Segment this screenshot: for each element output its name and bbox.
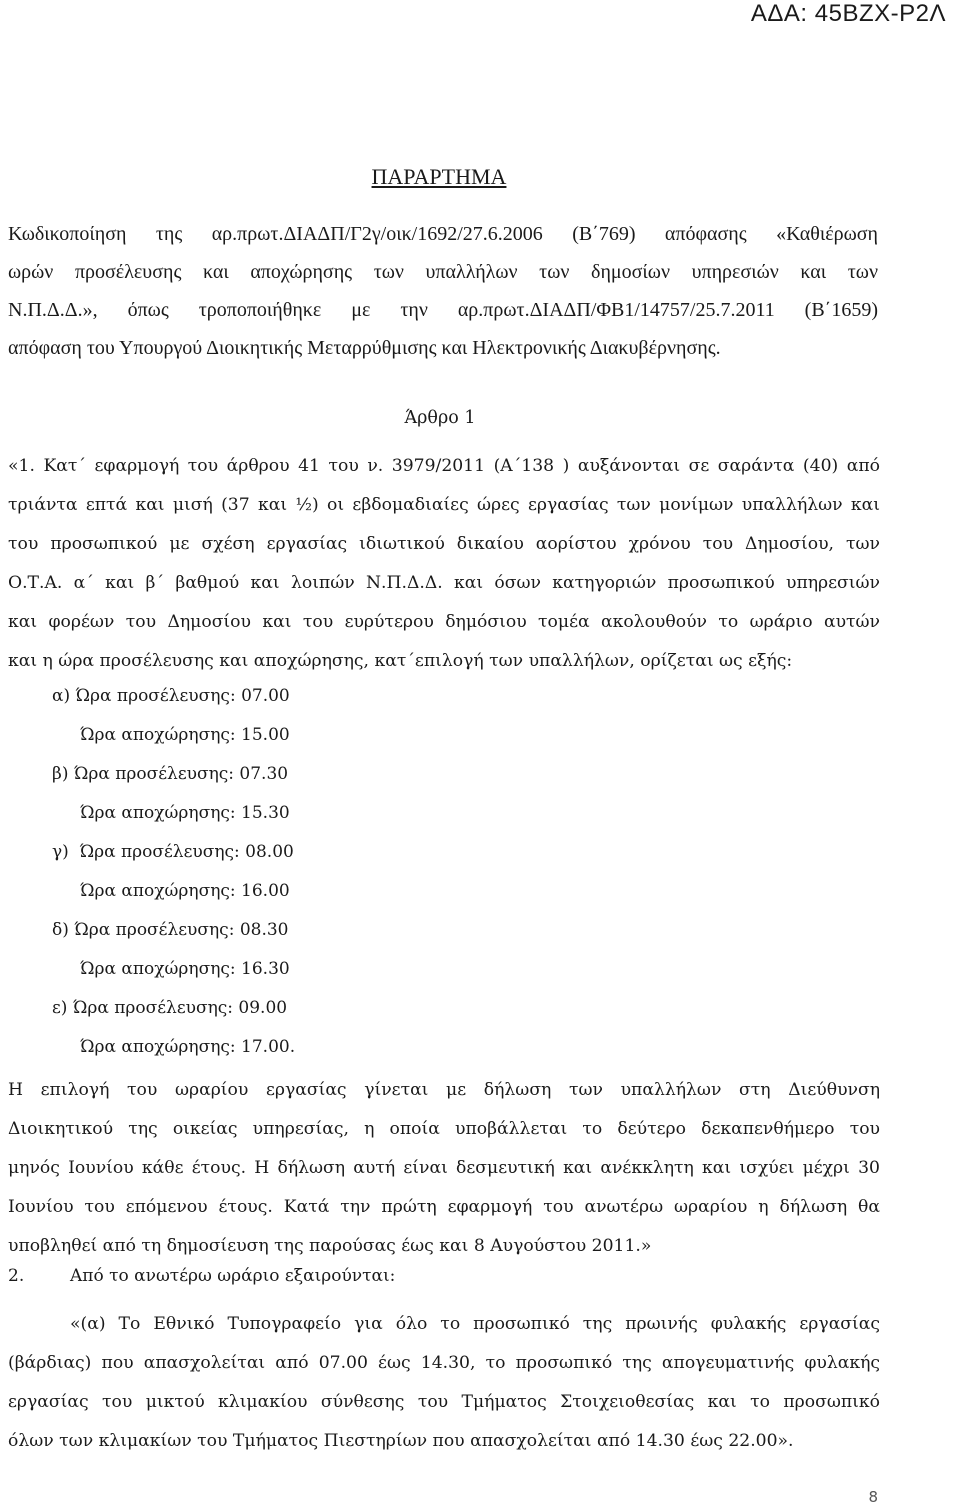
text-line: όλων των κλιμακίων του Τμήματος Πιεστηρίων που απασχολείται από 14.30 έως 22.00». <box>8 1431 794 1451</box>
text-line: Η επιλογή του ωραρίου εργασίας γίνεται με δήλωση των υπαλλήλων στη Διεύθυνση <box>8 1080 880 1100</box>
option-label: ε) <box>52 998 68 1018</box>
arrival-time: Ώρα προσέλευσης: 09.00 <box>72 998 288 1018</box>
text-line: υποβληθεί από τη δημοσίευση της παρούσας έως και 8 Αυγούστου 2011.» <box>8 1236 652 1256</box>
text-line: τριάντα επτά και μισή (37 και ½) οι εβδομαδιαίες ώρες εργασίας των μονίμων υπαλλήλων και <box>8 495 880 515</box>
text-line: εργασίας του μικτού κλιμακίου σύνθεσης του Τμήματος Στοιχειοθεσίας και το προσωπικό <box>8 1392 880 1412</box>
text-line: μηνός Ιουνίου κάθε έτους. Η δήλωση αυτή είναι δεσμευτική και ανέκκλητη και ισχύει μέχρι 30 <box>8 1158 880 1178</box>
schedule-option-arrival <box>52 764 288 784</box>
ada-code: ΑΔΑ: 45ΒΖΧ-Ρ2Λ <box>750 0 946 27</box>
schedule-option-departure: Ώρα αποχώρησης: 15.00 <box>80 725 290 745</box>
codification-intro <box>8 215 878 367</box>
intro-line: Ν.Π.Δ.Δ.», όπως τροποποιήθηκε με την αρ.πρωτ.ΔΙΑΔΠ/ΦΒ1/14757/25.7.2011 (Β΄1659) <box>8 299 878 321</box>
text-line: Διοικητικού της οικείας υπηρεσίας, η οποία υποβάλλεται το δεύτερο δεκαπενθήμερο του <box>8 1119 880 1139</box>
arrival-time: Ώρα προσέλευσης: 07.30 <box>73 764 289 784</box>
paragraph-2 <box>8 1071 880 1266</box>
option-label: δ) <box>52 920 69 940</box>
exceptions-paragraph <box>8 1305 880 1461</box>
arrival-time: Ώρα προσέλευσης: 08.00 <box>79 842 294 862</box>
text-line: και φορέων του Δημοσίου και του ευρύτερου δημόσιου τομέα ακολουθούν το ωράριο αυτών <box>8 612 880 632</box>
text-line: του προσωπικού με σχέση εργασίας ιδιωτικού δικαίου αορίστου χρόνου του Δημοσίου, των <box>8 534 880 554</box>
page-number: 8 <box>868 1488 878 1506</box>
schedule-option-departure: Ώρα αποχώρησης: 15.30 <box>80 803 290 823</box>
document-title: ΠΑΡΑΡΤΗΜΑ <box>371 164 507 189</box>
text-line: (βάρδιας) που απασχολείται από 07.00 έως 14.30, το προσωπικό της απογευματινής φυλακής <box>8 1353 880 1373</box>
arrival-time: Ώρα προσέλευσης: 07.00 <box>75 686 290 706</box>
intro-line: Κωδικοποίηση της αρ.πρωτ.ΔΙΑΔΠ/Γ2γ/οικ/1692/27.6.2006 (Β΄769) απόφασης «Καθιέρωση <box>8 223 878 245</box>
schedule-option-departure: Ώρα αποχώρησης: 17.00. <box>80 1037 296 1057</box>
arrival-time: Ώρα προσέλευσης: 08.30 <box>74 920 289 940</box>
article-title: Άρθρο 1 <box>404 408 476 428</box>
schedule-option-arrival <box>52 998 287 1018</box>
schedule-option-departure: Ώρα αποχώρησης: 16.00 <box>80 881 290 901</box>
text-line: και η ώρα προσέλευσης και αποχώρησης, κατ΄επιλογή των υπαλλήλων, ορίζεται ως εξής: <box>8 651 793 671</box>
schedule-option-arrival <box>52 920 289 940</box>
option-label: γ) <box>52 842 69 862</box>
text-line: «1. Κατ΄ εφαρμογή του άρθρου 41 του ν. 3979/2011 (Α΄138 ) αυξάνονται σε σαράντα (40) από <box>8 456 880 476</box>
paragraph-1 <box>8 447 880 681</box>
option-label: β) <box>52 764 69 784</box>
item-text: Από το ανωτέρω ωράριο εξαιρούνται: <box>70 1266 396 1286</box>
option-label: α) <box>52 686 71 706</box>
schedule-option-departure: Ώρα αποχώρησης: 16.30 <box>80 959 290 979</box>
intro-line: ωρών προσέλευσης και αποχώρησης των υπαλλήλων των δημοσίων υπηρεσιών και των <box>8 261 878 283</box>
intro-line: απόφαση του Υπουργού Διοικητικής Μεταρρύθμισης και Ηλεκτρονικής Διακυβέρνησης. <box>8 337 721 359</box>
schedule-option-arrival <box>52 686 290 706</box>
text-line: Ιουνίου του επόμενου έτους. Κατά την πρώτη εφαρμογή του ανωτέρω ωραρίου η δήλωση θα <box>8 1197 880 1217</box>
item-number: 2. <box>8 1266 25 1286</box>
text-line: «(α) Το Εθνικό Τυπογραφείο για όλο το προσωπικό της πρωινής φυλακής εργασίας <box>70 1314 880 1334</box>
schedule-option-arrival <box>52 842 294 862</box>
text-line: Ο.Τ.Α. α΄ και β΄ βαθμού και λοιπών Ν.Π.Δ.Δ. και όσων κατηγοριών προσωπικού υπηρεσιών <box>8 573 880 593</box>
